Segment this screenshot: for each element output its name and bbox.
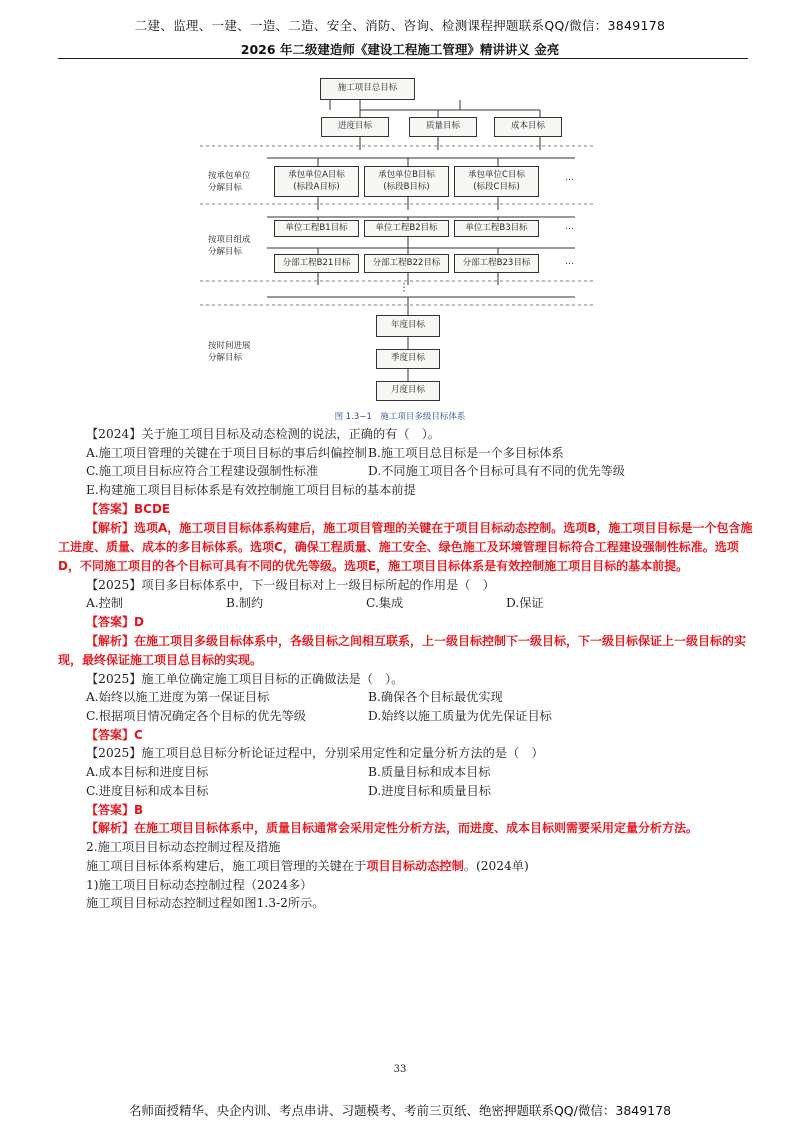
- node-contractor-a-sub: (标段A目标): [293, 181, 340, 192]
- node-total-target: 施工项目总目标: [320, 78, 415, 100]
- q2-analysis: 【解析】在施工项目多级目标体系中，各级目标之间相互联系，上一级目标控制下一级目标，下一级目标保证上一级目标的实现，最终保证施工项目总目标的实现。: [58, 633, 747, 667]
- p1-pre: 施工项目目标体系构建后，施工项目管理的关键在于: [86, 858, 367, 873]
- ellipsis-parts: …: [565, 257, 574, 267]
- node-part-b22: 分部工程B22目标: [364, 254, 449, 273]
- node-contractor-c-sub: (标段C目标): [473, 181, 520, 192]
- node-unit-b1: 单位工程B1目标: [274, 220, 359, 237]
- node-contractor-b-sub: (标段B目标): [383, 181, 430, 192]
- q4-analysis: 【解析】在施工项目目标体系中，质量目标通常会采用定性分析方法，而进度、成本目标则需要采用定量分析方法。: [86, 821, 699, 836]
- q1-analysis: 【解析】选项A，施工项目目标体系构建后，施工项目管理的关键在于项目目标动态控制。选项B，施工项目目标是一个包含施工进度、质量、成本的多目标体系。选项C，确保工程质量、施工安全、绿色施工及环境管理目标符合工程建设强制性标准。选项D，不同施工项目的各个目标可具有不同的优先等级。选项E，施工项目目标体系是有效控制施工项目目标的基本前提。: [58, 520, 753, 573]
- node-unit-b3: 单位工程B3目标: [454, 220, 539, 237]
- label-by-composition: [208, 234, 251, 259]
- q4-answer: 【答案】B: [86, 802, 144, 817]
- q3-answer: 【答案】C: [86, 727, 143, 742]
- node-contractor-a-title: 承包单位A目标: [288, 170, 345, 181]
- node-part-b23: 分部工程B23目标: [454, 254, 539, 273]
- footer-contact-line: 名师面授精华、央企内训、考点串讲、习题模考、考前三页纸、绝密押题联系QQ/微信：3849178: [128, 1103, 672, 1118]
- target-system-diagram: [180, 70, 600, 410]
- q4-option-d: D.进度目标和质量目标: [368, 783, 491, 798]
- ellipsis-contractors: …: [565, 173, 574, 183]
- section-title: 2.施工项目目标动态控制过程及措施: [86, 840, 281, 855]
- node-part-b21: 分部工程B21目标: [274, 254, 359, 273]
- q1-option-b: B.施工项目总目标是一个多目标体系: [368, 445, 564, 460]
- label-by-time-line2: 分解目标: [208, 353, 243, 364]
- label-by-composition-line2: 分解目标: [208, 247, 243, 258]
- q3-options-row2: [58, 707, 758, 726]
- node-contractor-b: [364, 166, 449, 197]
- q3-option-d: D.始终以施工质量为优先保证目标: [368, 709, 552, 724]
- q4-options-row1: [58, 763, 758, 782]
- p1-post: 。(2024单): [463, 858, 529, 873]
- node-contractor-a: [274, 166, 359, 197]
- section-paragraph-2: 施工项目目标动态控制过程如图1.3-2所示。: [86, 896, 325, 911]
- q2-option-a: A.控制: [86, 596, 124, 611]
- q2-answer: 【答案】D: [86, 614, 144, 629]
- page-number: 33: [393, 1064, 407, 1075]
- q2-option-b: B.制约: [226, 596, 264, 611]
- q2-options: [58, 594, 758, 613]
- ellipsis-units: …: [565, 222, 574, 232]
- node-annual-target: 年度目标: [376, 315, 440, 337]
- q1-option-a: A.施工项目管理的关键在于项目目标的事后纠偏控制: [86, 445, 367, 460]
- node-quality-target: 质量目标: [409, 117, 477, 137]
- label-by-contractor-line1: 按承包单位: [208, 171, 251, 181]
- node-month-target: 月度目标: [376, 381, 440, 401]
- main-content: [58, 425, 758, 913]
- node-quarter-target: 季度目标: [376, 349, 440, 369]
- header-title: 2026 年二级建造师《建设工程施工管理》精讲讲义 金亮: [240, 42, 560, 57]
- q3-option-b: B.确保各个目标最优实现: [368, 690, 503, 705]
- q1-stem: 【2024】关于施工项目目标及动态检测的说法，正确的有（ ）。: [86, 427, 440, 441]
- q1-option-c: C.施工项目目标应符合工程建设强制性标准: [86, 464, 319, 479]
- label-by-time: [208, 340, 251, 365]
- node-contractor-c-title: 承包单位C目标: [468, 170, 525, 181]
- q3-stem: 【2025】施工单位确定施工项目目标的正确做法是（ ）。: [86, 671, 404, 686]
- q4-options-row2: [58, 782, 758, 801]
- label-by-contractor-line2: 分解目标: [208, 183, 243, 194]
- q1-options-row2: [58, 462, 758, 481]
- q2-option-d: D.保证: [506, 596, 544, 611]
- p1-highlight: 项目目标动态控制: [366, 858, 464, 873]
- header-contact-line: 二建、监理、一建、一造、二造、安全、消防、咨询、检测课程押题联系QQ/微信：3849178: [134, 18, 666, 33]
- q3-options-row1: [58, 688, 758, 707]
- q2-stem: 【2025】项目多目标体系中，下一级目标对上一级目标所起的作用是（ ）: [86, 577, 495, 592]
- header-divider: [58, 58, 748, 59]
- q4-option-a: A.成本目标和进度目标: [86, 765, 209, 780]
- label-by-contractor: [208, 170, 251, 195]
- node-schedule-target: 进度目标: [321, 117, 389, 137]
- q3-option-c: C.根据项目情况确定各个目标的优先等级: [86, 709, 306, 724]
- q1-options-row1: [58, 444, 758, 463]
- section-subheading-1: 1)施工项目目标动态控制过程（2024多）: [86, 877, 313, 892]
- section-paragraph-1: [58, 857, 758, 876]
- q3-option-a: A.始终以施工进度为第一保证目标: [86, 690, 270, 705]
- figure-caption: 图 1.3−1 施工项目多级目标体系: [334, 412, 466, 422]
- q1-answer: 【答案】BCDE: [86, 501, 171, 516]
- label-by-composition-line1: 按项目组成: [208, 235, 251, 245]
- q4-stem: 【2025】施工项目总目标分析论证过程中，分别采用定性和定量分析方法的是（ ）: [86, 746, 544, 761]
- label-by-time-line1: 按时间进展: [208, 341, 251, 351]
- node-cost-target: 成本目标: [494, 117, 562, 137]
- node-unit-b2: 单位工程B2目标: [364, 220, 449, 237]
- q4-option-c: C.进度目标和成本目标: [86, 783, 209, 798]
- q2-option-c: C.集成: [366, 596, 404, 611]
- q4-option-b: B.质量目标和成本目标: [368, 765, 491, 780]
- node-contractor-c: [454, 166, 539, 197]
- q1-option-d: D.不同施工项目各个目标可具有不同的优先等级: [368, 464, 625, 479]
- node-contractor-b-title: 承包单位B目标: [378, 170, 435, 181]
- q1-option-e: E.构建施工项目目标体系是有效控制施工项目目标的基本前提: [86, 483, 416, 498]
